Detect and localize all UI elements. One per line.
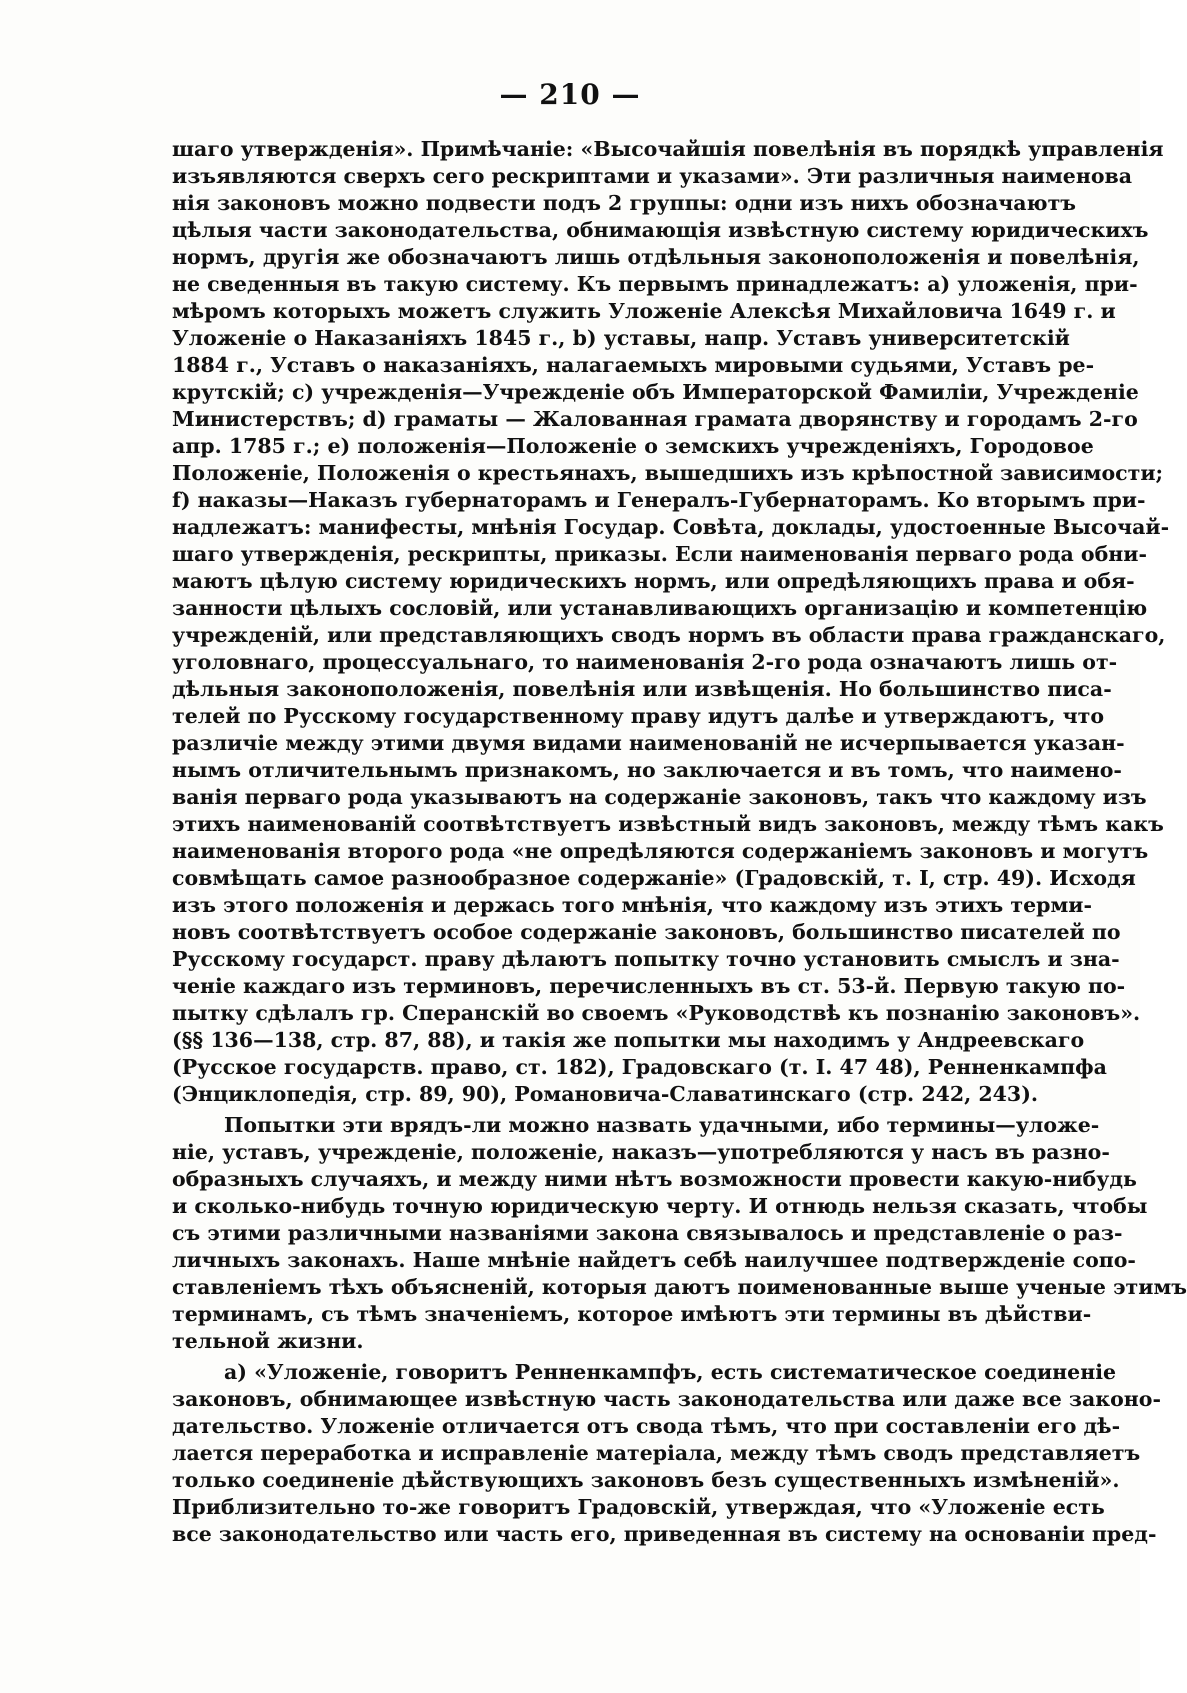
paragraph-3 (172, 1359, 1161, 1548)
text-line: Уложеніе о Наказаніяхъ 1845 г., b) уставы, напр. Уставъ университетскій (172, 326, 1070, 350)
text-line: телей по Русскому государственному праву идутъ далѣе и утверждаютъ, что (172, 704, 1104, 728)
text-line: учрежденій, или представляющихъ сводъ нормъ въ области права гражданскаго, (172, 623, 1166, 647)
text-line: Министерствъ; d) граматы — Жалованная грамата дворянству и городамъ 2-го (172, 407, 1138, 431)
text-line: мѣромъ которыхъ можетъ служить Уложеніе Алексѣя Михайловича 1649 г. и (172, 299, 1116, 323)
text-line: а) «Уложеніе, говоритъ Ренненкампфъ, есть систематическое соединеніе (224, 1360, 1117, 1384)
page-number: — 210 — (499, 78, 641, 111)
text-line: съ этими различными названіями закона связывалось и представленіе о раз- (172, 1221, 1123, 1245)
paragraph-1 (172, 136, 1170, 1108)
text-line: терминамъ, съ тѣмъ значеніемъ, которое имѣютъ эти термины въ дѣйстви- (172, 1302, 1092, 1326)
text-line: пытку сдѣлалъ гр. Сперанскій во своемъ «Руководствѣ къ познанію законовъ». (172, 1001, 1141, 1025)
text-line: и сколько-нибудь точную юридическую черту. И отнюдь нельзя сказать, чтобы (172, 1194, 1148, 1218)
text-line: (Энциклопедія, стр. 89, 90), Романовича-Славатинскаго (стр. 242, 243). (172, 1082, 1039, 1106)
text-line: законовъ, обнимающее извѣстную часть законодательства или даже все законо- (172, 1387, 1161, 1411)
text-line: различіе между этими двумя видами наименованій не исчерпывается указан- (172, 731, 1125, 755)
text-line: дѣльныя законоположенія, повелѣнія или извѣщенія. Но большинство писа- (172, 677, 1112, 701)
paragraph-2 (172, 1112, 1187, 1355)
text-line: f) наказы—Наказъ губернаторамъ и Генералъ-Губернаторамъ. Ко вторымъ при- (172, 488, 1146, 512)
text-line: занности цѣлыхъ сословій, или устанавливающихъ организацію и компетенцію (172, 596, 1148, 620)
text-line: тельной жизни. (172, 1329, 364, 1353)
text-line: маютъ цѣлую систему юридическихъ нормъ, или опредѣляющихъ права и обя- (172, 569, 1135, 593)
text-line: шаго утвержденія». Примѣчаніе: «Высочайшія повелѣнія въ порядкѣ управленія (172, 137, 1164, 161)
text-line: шаго утвержденія, рескрипты, приказы. Если наименованія перваго рода обни- (172, 542, 1147, 566)
text-line: (Русское государств. право, ст. 182), Градовскаго (т. I. 47 48), Ренненкампфа (172, 1055, 1107, 1079)
text-line: Русскому государст. праву дѣлаютъ попытку точно установить смыслъ и зна- (172, 947, 1120, 971)
text-line: ставленіемъ тѣхъ объясненій, которыя даютъ поименованные выше ученые этимъ (172, 1275, 1187, 1299)
text-line: только соединеніе дѣйствующихъ законовъ безъ существенныхъ измѣненій». (172, 1468, 1120, 1492)
text-line: этихъ наименованій соотвѣтствуетъ извѣстный видъ законовъ, между тѣмъ какъ (172, 812, 1164, 836)
text-line: Приблизительно то-же говоритъ Градовскій, утверждая, что «Уложеніе есть (172, 1495, 1105, 1519)
text-line: ченіе каждаго изъ терминовъ, перечисленныхъ въ ст. 53-й. Первую такую по- (172, 974, 1126, 998)
text-line: нымъ отличительнымъ признакомъ, но заключается и въ томъ, что наимено- (172, 758, 1122, 782)
text-line: все законодательство или часть его, приведенная въ систему на основаніи пред- (172, 1522, 1157, 1546)
text-line: наименованія второго рода «не опредѣляются содержаніемъ законовъ и могутъ (172, 839, 1149, 863)
text-line: образныхъ случаяхъ, и между ними нѣтъ возможности провести какую-нибудь (172, 1167, 1137, 1191)
text-line: апр. 1785 г.; е) положенія—Положеніе о земскихъ учрежденіяхъ, Городовое (172, 434, 1094, 458)
text-line: Положеніе, Положенія о крестьянахъ, вышедшихъ изъ крѣпостной зависимости; (172, 461, 1164, 485)
text-line: дательство. Уложеніе отличается отъ свода тѣмъ, что при составленіи его дѣ- (172, 1414, 1121, 1438)
text-line: ніе, уставъ, учрежденіе, положеніе, наказъ—употребляются у насъ въ разно- (172, 1140, 1110, 1164)
text-line: нормъ, другія же обозначаютъ лишь отдѣльныя законоположенія и повелѣнія, (172, 245, 1140, 269)
text-line: (§§ 136—138, стр. 87, 88), и такія же попытки мы находимъ у Андреевскаго (172, 1028, 1085, 1052)
text-line: личныхъ законахъ. Наше мнѣніе найдетъ себѣ наилучшее подтвержденіе сопо- (172, 1248, 1136, 1272)
text-line: новъ соотвѣтствуетъ особое содержаніе законовъ, большинство писателей по (172, 920, 1121, 944)
text-line: лается переработка и исправленіе матеріала, между тѣмъ сводъ представляетъ (172, 1441, 1141, 1465)
text-line: уголовнаго, процессуальнаго, то наименованія 2-го рода означаютъ лишь от- (172, 650, 1118, 674)
text-line: не сведенныя въ такую систему. Къ первымъ принадлежатъ: а) уложенія, при- (172, 272, 1138, 296)
text-line: цѣлыя части законодательства, обнимающія извѣстную систему юридическихъ (172, 218, 1149, 242)
text-line: 1884 г., Уставъ о наказаніяхъ, налагаемыхъ мировыми судьями, Уставъ ре- (172, 353, 1095, 377)
text-line: изъявляются сверхъ сего рескриптами и указами». Эти различныя наименова (172, 164, 1133, 188)
text-line: крутскій; с) учрежденія—Учрежденіе объ Императорской Фамиліи, Учрежденіе (172, 380, 1139, 404)
text-line: совмѣщать самое разнообразное содержаніе» (Градовскій, т. I, стр. 49). Исходя (172, 866, 1136, 890)
body-text (172, 136, 1187, 1548)
text-line: надлежатъ: манифесты, мнѣнія Государ. Совѣта, доклады, удостоенные Высочай- (172, 515, 1170, 539)
text-line: нія законовъ можно подвести подъ 2 группы: одни изъ нихъ обозначаютъ (172, 191, 1076, 215)
text-line: Попытки эти врядъ-ли можно назвать удачными, ибо термины—уложе- (224, 1113, 1100, 1137)
text-line: изъ этого положенія и держась того мнѣнія, что каждому изъ этихъ терми- (172, 893, 1093, 917)
text-line: ванія перваго рода указываютъ на содержаніе законовъ, такъ что каждому изъ (172, 785, 1147, 809)
